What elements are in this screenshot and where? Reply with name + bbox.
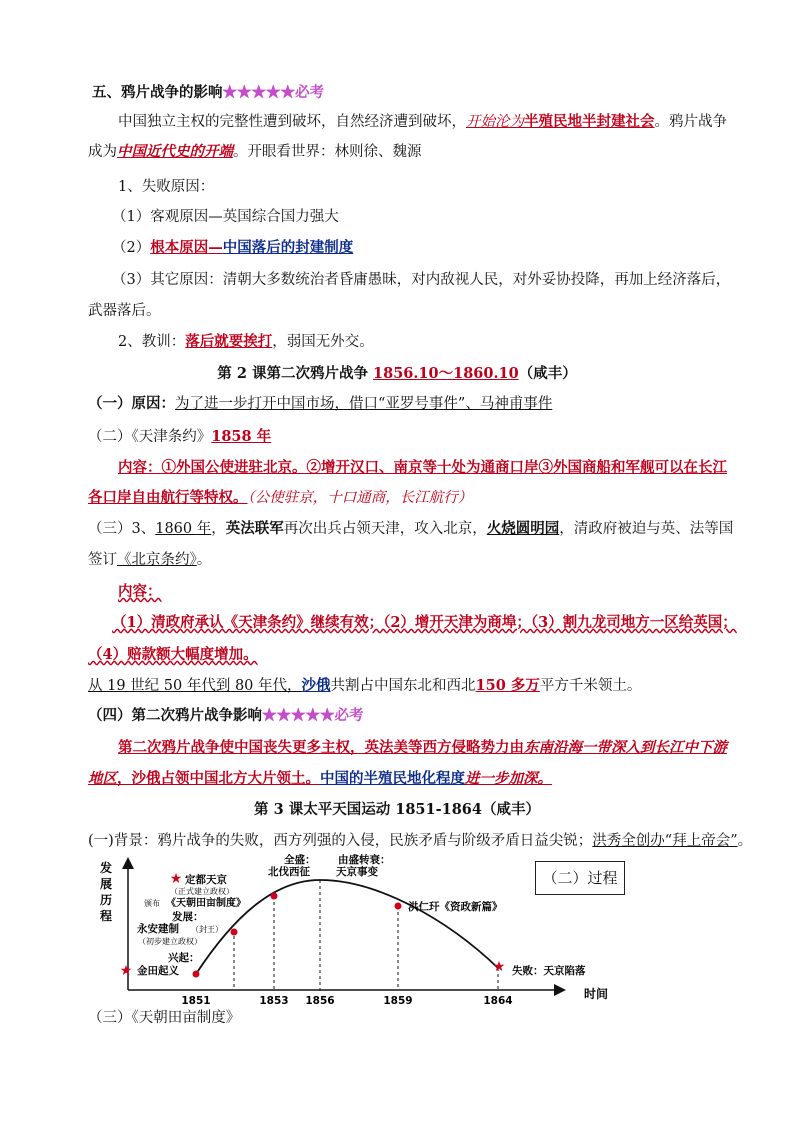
treaty-content: 内容：①外国公使进驻北京。②增开汉口、南京等十处为通商口岸③外国商船和军舰可以在长江 [118,459,727,476]
event-label: 定都天京 [185,874,227,886]
event-label: 金田起义 [137,965,179,977]
event-label: 洪仁玕《资政新篇》 [408,901,503,913]
star-icon: ★ [119,963,133,979]
event-label: （封王） [191,925,223,934]
treaty-heading: （二）《天津条约》1858 年 [88,428,272,445]
point-1853b [271,893,278,900]
paragraph-line: 签订《北京条约》。 [88,552,212,568]
point-1851 [193,971,200,978]
list-item: 2、教训：落后就要挨打，弱国无外交。 [118,333,374,350]
section-heading: （三）《天朝田亩制度》 [88,1010,241,1026]
event-label: 全盛： [284,854,316,866]
treaty-content-cont: 各口岸自由航行等特权。（公使驻京，十口通商，长江航行） [88,489,473,506]
event-label: 天京事变 [336,866,378,878]
development-curve [196,880,498,974]
x-axis-label: 时间 [583,987,609,1001]
paragraph-line: 地区，沙俄占领中国北方大片领土。中国的半殖民地化程度进一步加深。 [88,770,552,787]
y-axis-label: 程 [99,909,113,923]
paragraph-line: 中国独立主权的完整性遭到破坏，自然经济遭到破坏，开始沦为半殖民地半封建社会。鸦片战争 [118,113,727,130]
paragraph-line: 第二次鸦片战争使中国丧失更多主权，英法美等西方侵略势力由东南沿海一带深入到长江中下游 [118,739,727,756]
event-label: 颁布 [144,899,160,908]
stars-rating: ★★★★★ [262,707,335,724]
influence-heading: （四）第二次鸦片战争影响★★★★★必考 [88,707,364,724]
event-label: 《天朝田亩制度》 [166,898,246,909]
list-item: （3）其它原因：清朝大多数统治者昏庸愚昧，对内敌视人民，对外妥协投降，再加上经济落后， [112,272,731,288]
tick-label: 1856 [305,995,335,1007]
tick-label: 1851 [181,995,211,1007]
event-label: （初步建立政权） [138,937,202,946]
point-1853 [231,929,238,936]
event-label: （正式建立政权） [170,887,234,896]
lesson-title: 第 3 课太平天国运动 1851-1864（咸丰） [254,801,540,818]
tick-label: 1864 [483,995,513,1007]
tick-label: 1859 [383,995,413,1007]
list-heading: 1、失败原因： [118,179,215,195]
list-item: （2）根本原因—中国落后的封建制度 [112,239,354,256]
content-line: （4）赔款额大幅度增加。 [88,646,258,663]
y-axis-label: 展 [99,877,113,891]
event-label: 永安建制 [137,923,179,935]
event-label: 发展： [172,911,204,923]
list-item: （1）客观原因—英国综合国力强大 [112,209,339,225]
tick-label: 1853 [259,995,289,1007]
lesson-title: 第 2 课第二次鸦片战争 1856.10～1860.10（咸丰） [217,365,577,382]
content-line: （1）清政府承认《天津条约》继续有效；（2）增开天津为商埠；（3）割九龙司地方一区给英国； [112,614,737,631]
paragraph-line: 成为中国近代史的开端。开眼看世界：林则徐、魏源 [88,143,422,160]
stars-rating: ★★★★★ [222,84,295,101]
event-label: 兴起： [168,952,200,964]
y-axis-label: 发 [99,861,113,875]
event-label: 由盛转衰： [338,854,391,866]
star-icon: ★ [492,959,506,975]
star-icon: ★ [169,871,183,887]
cause-line: （一）原因：为了进一步打开中国市场，借口“亚罗号事件”、马神甫事件 [88,395,553,412]
background-line: (一)背景：鸦片战争的失败，西方列强的入侵，民族矛盾与阶级矛盾日益尖锐；洪秀全创办“拜上帝会”。 [88,833,753,849]
must-test-tag: 必考 [334,707,364,724]
content-label: 内容： [118,583,162,600]
y-axis-label: 历 [99,893,113,907]
paragraph-line: 从 19 世纪 50 年代到 80 年代，沙俄共割占中国东北和西北150 多万平方千米领土。 [88,677,642,694]
event-label: 失败：天京陷落 [512,965,586,977]
must-test-tag: 必考 [295,84,324,101]
event-label: 北伐西征 [268,866,310,878]
point-1859 [395,903,402,910]
section-title: 五、鸦片战争的影响★★★★★必考 [92,84,324,101]
list-item-cont: 武器落后。 [88,303,161,319]
process-box: （二）过程 [535,861,625,895]
paragraph-line: （三）3、1860 年，英法联军再次出兵占领天津，攻入北京，火烧圆明园，清政府被迫与英、法等国 [88,520,734,537]
